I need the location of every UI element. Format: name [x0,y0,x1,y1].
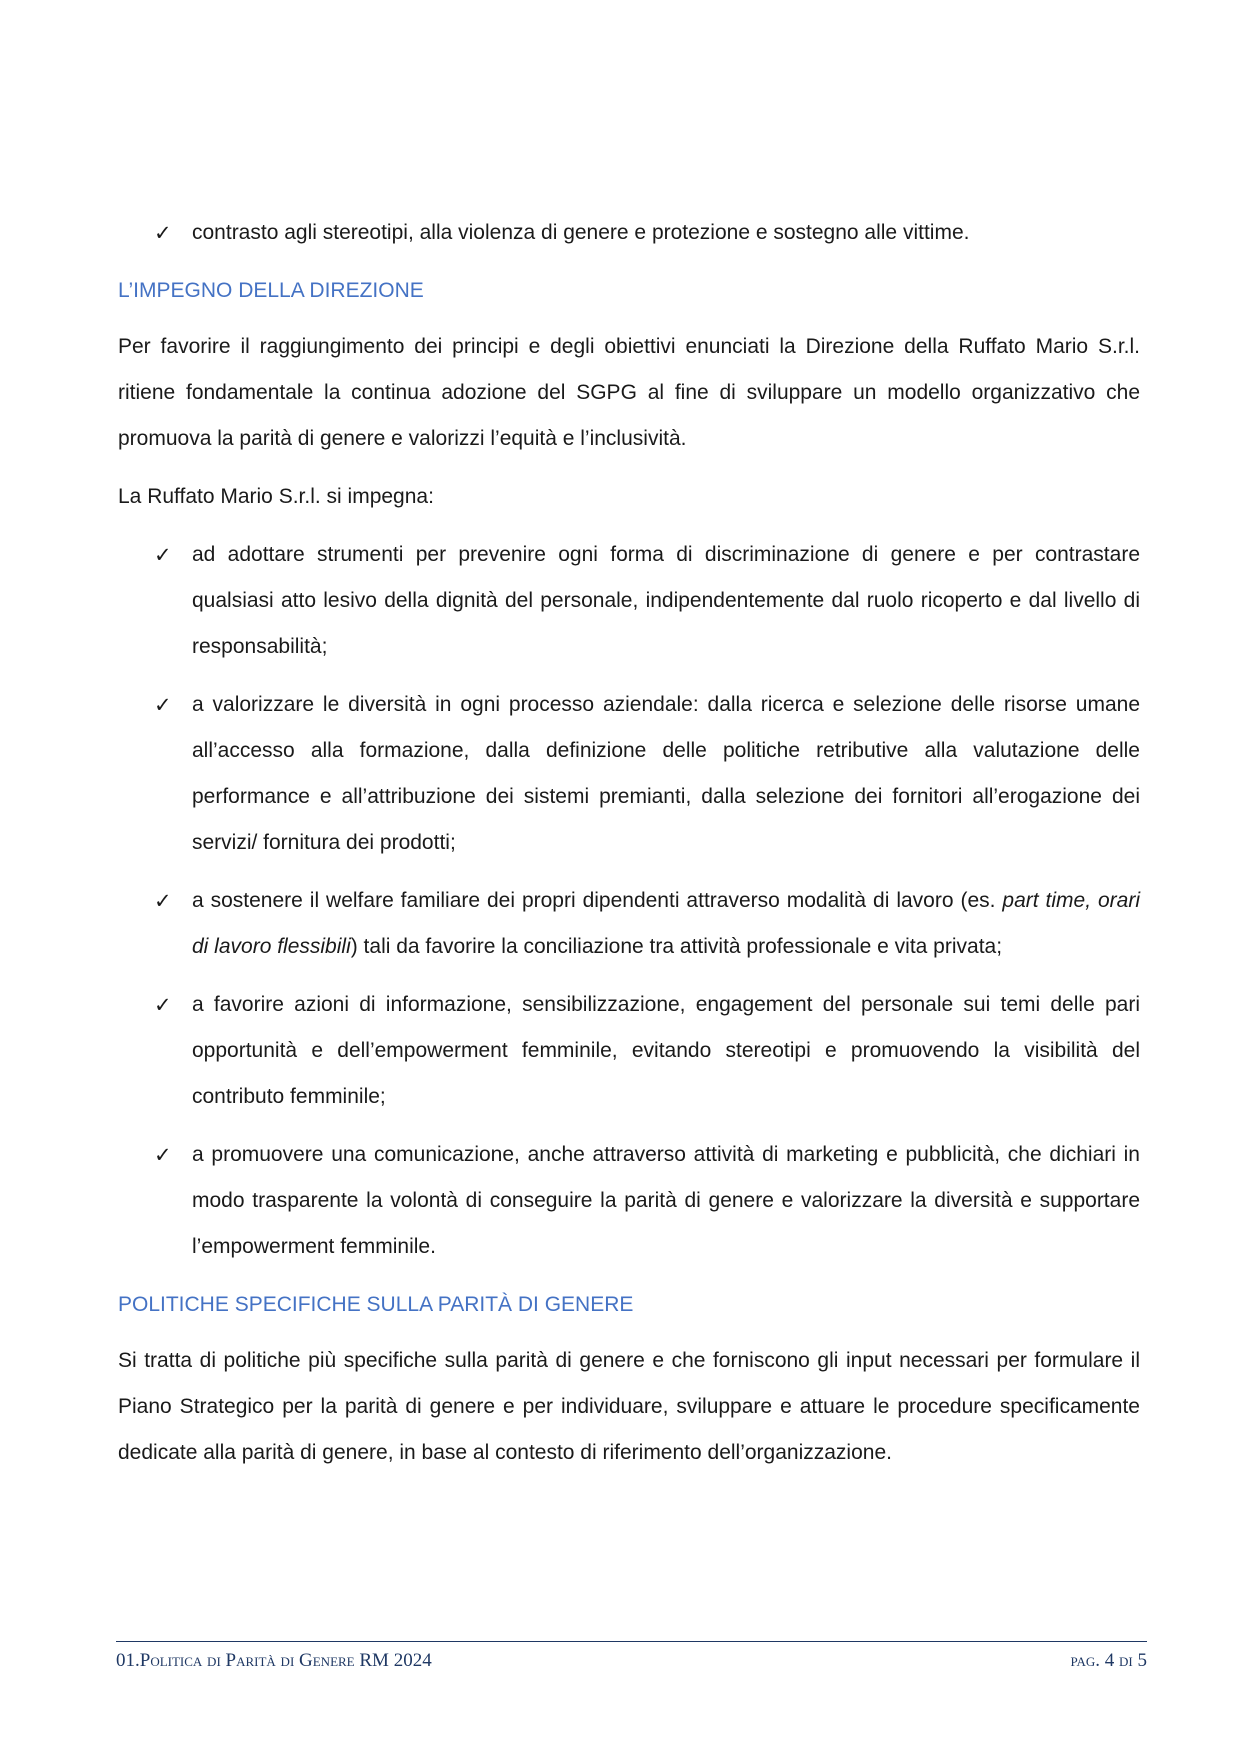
bullet-text-part: a sostenere il welfare familiare dei propri dipendenti attraverso modalità di lavoro (es. [192,889,1003,912]
bullet-text: a promuovere una comunicazione, anche attraverso attività di marketing e pubblicità, che dichiari in modo trasparente la volontà di conseguire la parità di genere e valorizzare la diversità e supportare l’empowerment femminile. [192,1143,1140,1258]
check-icon: ✓ [154,543,172,567]
page-content [118,210,1140,1488]
footer-document-title: 01.Politica di Parità di Genere RM 2024 [116,1650,432,1671]
page-footer [116,1641,1147,1671]
check-icon: ✓ [154,693,172,717]
footer-page-number: pag. 4 di 5 [1070,1650,1147,1671]
list-item [118,982,1140,1120]
list-item [118,210,1140,256]
check-icon: ✓ [154,1143,172,1167]
bullet-text: contrasto agli stereotipi, alla violenza di genere e protezione e sostegno alle vittime. [192,221,970,244]
paragraph: Per favorire il raggiungimento dei principi e degli obiettivi enunciati la Direzione della Ruffato Mario S.r.l. ritiene fondamentale la continua adozione del SGPG al fine di sviluppare un modello organizzativo che promuova la parità di genere e valorizzi l’equità e l’inclusività. [118,335,1140,450]
check-icon: ✓ [154,221,172,245]
section-heading-politiche: POLITICHE SPECIFICHE SULLA PARITÀ DI GENERE [118,1293,634,1316]
paragraph: Si tratta di politiche più specifiche sulla parità di genere e che forniscono gli input necessari per formulare il Piano Strategico per la parità di genere e per individuare, sviluppare e attuare le procedure specificamente dedicate alla parità di genere, in base al contesto di riferimento dell’organizzazione. [118,1349,1140,1464]
bullet-text-italic: part time, orari di lavoro flessibili [192,889,1141,958]
bullet-text: ad adottare strumenti per prevenire ogni forma di discriminazione di genere e per contrastare qualsiasi atto lesivo della dignità del personale, indipendentemente dal ruolo ricoperto e dal livello di responsabilità; [192,543,1140,658]
paragraph: La Ruffato Mario S.r.l. si impegna: [118,485,434,508]
bullet-text-part: ) tali da favorire la conciliazione tra attività professionale e vita privata; [350,935,1003,958]
check-icon: ✓ [154,993,172,1017]
check-icon: ✓ [154,889,172,913]
list-item [118,532,1140,670]
list-item [118,682,1140,866]
list-item [118,1132,1140,1270]
section-heading-impegno: L’IMPEGNO DELLA DIREZIONE [118,279,424,302]
list-item [118,878,1140,970]
bullet-text [192,889,1140,958]
bullet-text: a favorire azioni di informazione, sensibilizzazione, engagement del personale sui temi delle pari opportunità e dell’empowerment femminile, evitando stereotipi e promuovendo la visibilità del contributo femminile; [192,993,1140,1108]
bullet-text: a valorizzare le diversità in ogni processo aziendale: dalla ricerca e selezione delle risorse umane all’accesso alla formazione, dalla definizione delle politiche retributive alla valutazione delle performance e all’attribuzione dei sistemi premianti, dalla selezione dei fornitori all’erogazione dei servizi/ fornitura dei prodotti; [192,693,1140,854]
